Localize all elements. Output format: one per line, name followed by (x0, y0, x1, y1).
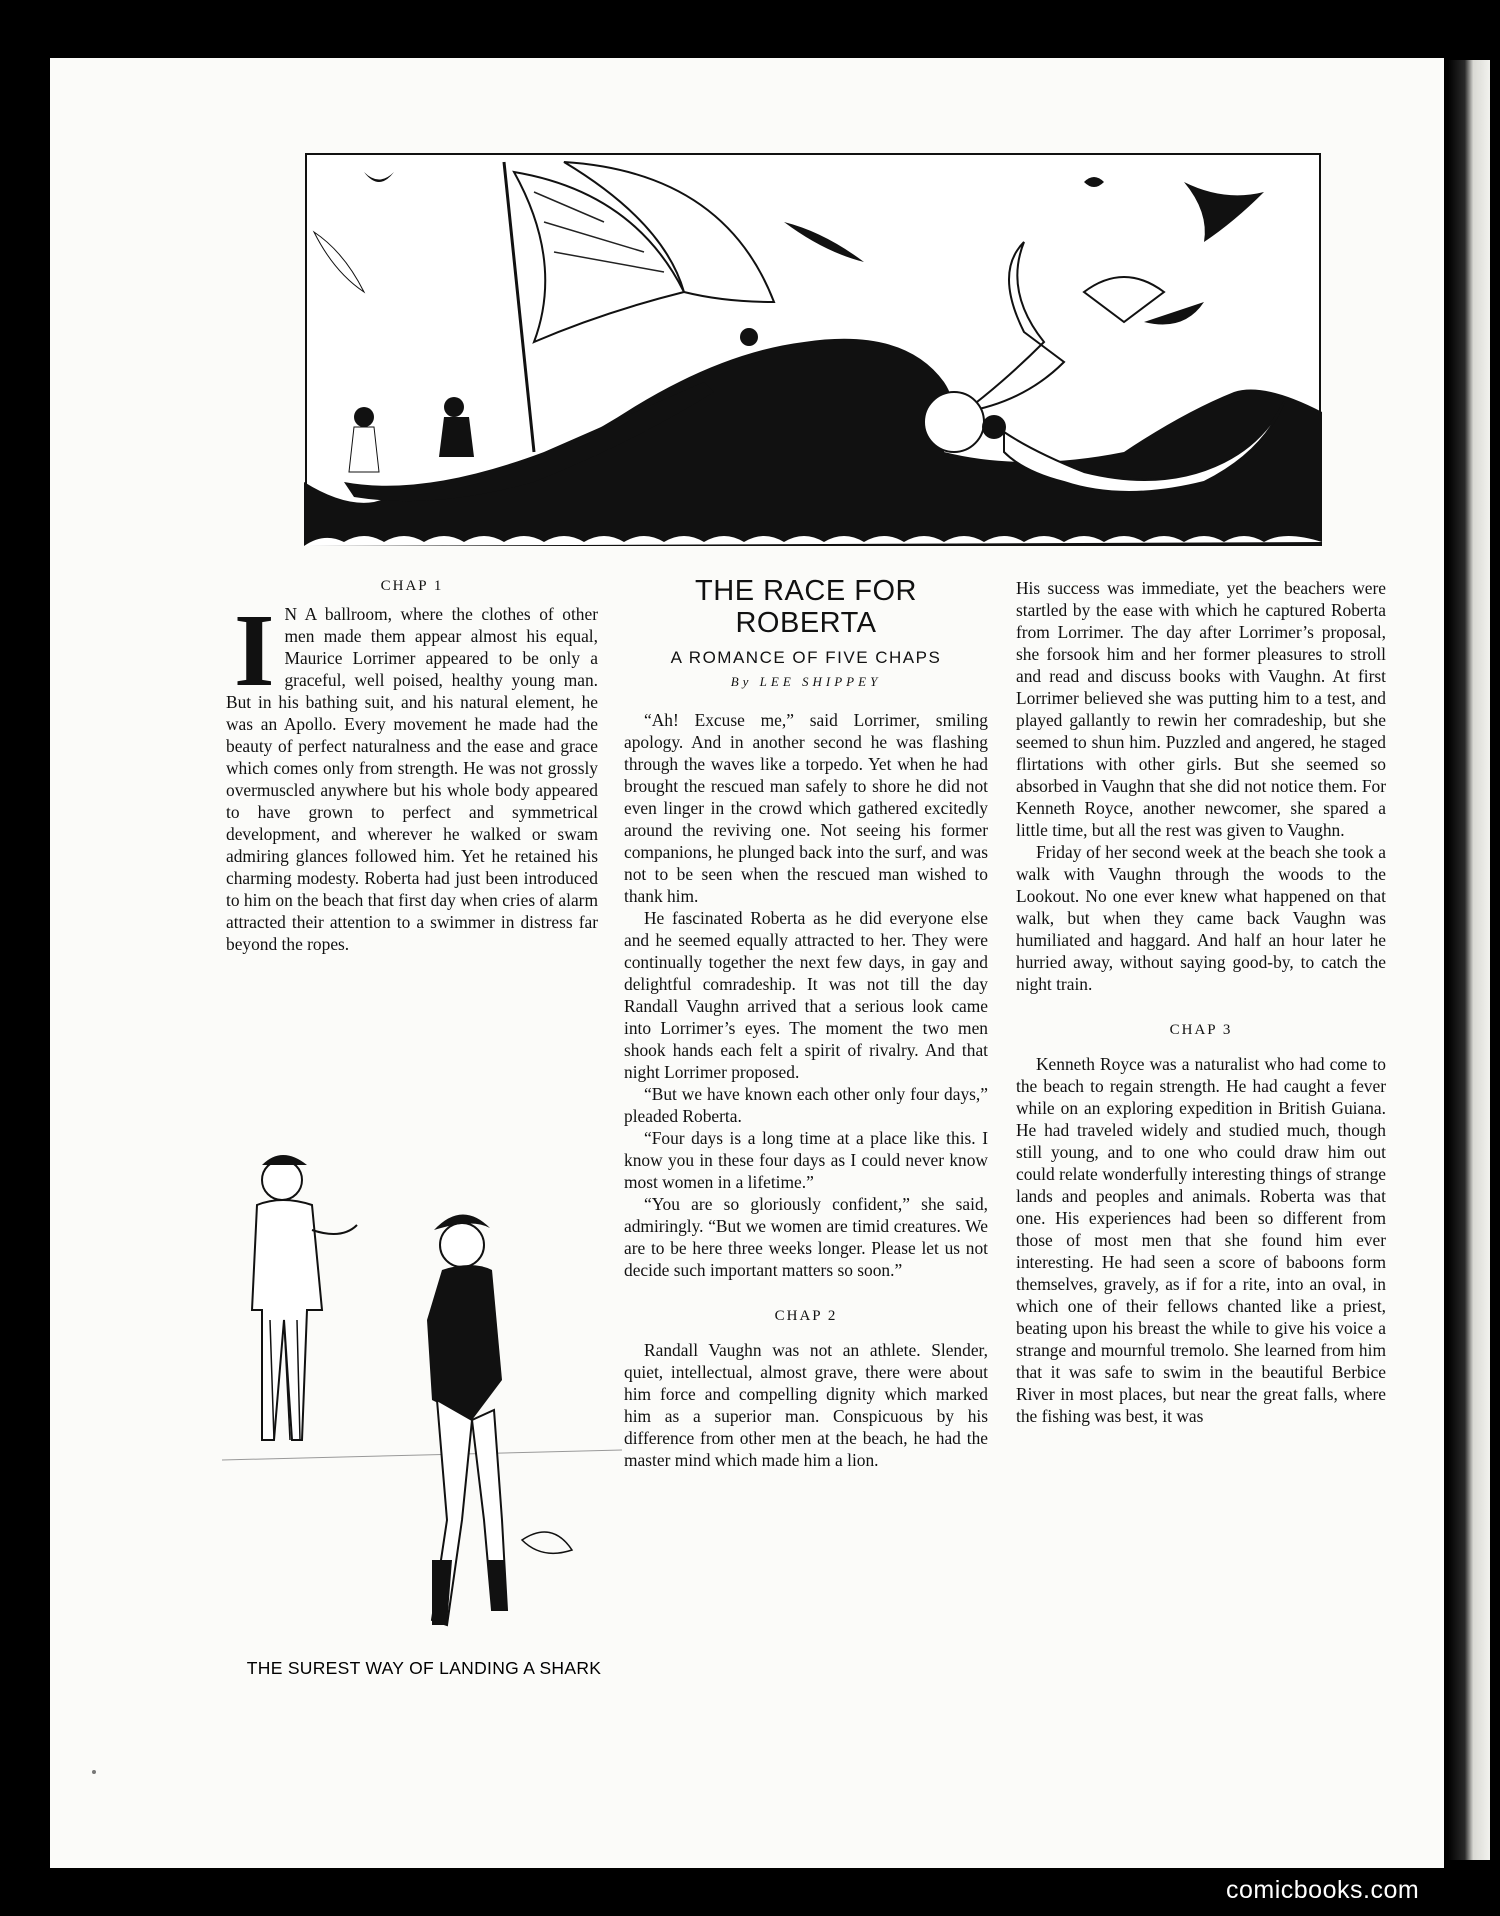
drop-cap: I (234, 593, 275, 708)
shark-illustration (222, 1120, 622, 1650)
article-byline: By LEE SHIPPEY (730, 674, 882, 689)
article-subtitle: A ROMANCE OF FIVE CHAPS (670, 648, 942, 667)
paragraph: Kenneth Royce was a naturalist who had come to the beach to regain strength. He had caught a fever while on an exploring expedition in British Guiana. He had traveled widely and studied much, though still young, and to one who could draw him out could relate wonderfully interesting things of strange lands and peoples and animals. Roberta was that one. His experiences had been so different from those of most men that she found him ever interesting. He had seen a score of baboons form themselves, gravely, as if for a rite, into an oval, in which one of their fellows chanted like a priest, beating upon his breast the while to give his voice a strange and mournful tremolo. She learned from him that it was safe to swim in the beautiful Berbice River in most places, but near the great falls, where the fishing was best, it was (1016, 1054, 1386, 1426)
paragraph: Randall Vaughn was not an athlete. Slender, quiet, intellectual, almost grave, there were about him force and compelling dignity which marked him as a superior man. Conspicuous by his difference from other men at the beach, he had the master mind which made him a lion. (624, 1340, 988, 1470)
banner-illustration (304, 152, 1322, 546)
chapter-heading: CHAP 3 (1169, 1022, 1233, 1038)
site-watermark: comicbooks.com (1226, 1876, 1420, 1904)
paragraph: “Ah! Excuse me,” said Lorrimer, smiling apology. And in another second he was flashing through the waves like a torpedo. Yet when he had brought the rescued man safely to shore he did not even linger in the crowd which gathered excitedly around the reviving one. Not seeing his former companions, he plunged back into the surf, and was not to be seen when the rescued man wished to thank him. (624, 710, 988, 906)
paragraph: “Four days is a long time at a place like this. I know you in these four days as I could never know most women in a lifetime.” (624, 1128, 988, 1192)
lead-text: N A ballroom, where the clothes of other men made them appear almost his equal, Maurice Lorrimer appeared to be only a graceful, well poised, healthy young man. But in his bathing suit, and his natural element, he was an Apollo. Every movement he made had the beauty of perfect naturalness and the ease and grace which comes only from strength. He was not grossly overmuscled anywhere but his whole body appeared to have grown to perfect and symmetrical development, and wherever he walked or swam admiring glances followed him. Yet he retained his charming modesty. Roberta had just been introduced to him on the beach that first day when cries of alarm attracted their attention to a swimmer in distress far beyond the ropes. (226, 604, 598, 954)
column-3 (1016, 577, 1386, 1427)
column-1 (226, 575, 598, 955)
paragraph: His success was immediate, yet the beachers were startled by the ease with which he captured Roberta from Lorrimer. The day after Lorrimer’s proposal, she forsook him and her former pleasures to stroll and read and discuss books with Vaughn. At first Lorrimer believed she was putting him to a test, and played gallantly to rewin her comradeship, but she seemed to shun him. Puzzled and angered, he staged flirtations with other girls. But she seemed so absorbed in Vaughn that she did not notice them. For Kenneth Royce, another newcomer, she spared a little time, but all the rest was given to Vaughn. (1016, 578, 1386, 840)
chapter-heading: CHAP 2 (774, 1308, 838, 1324)
page-speck (92, 1770, 96, 1774)
paragraph: “You are so gloriously confident,” she said, admiringly. “But we women are timid creatures. We are to be here three weeks longer. Please let us not decide such important matters so soon.” (624, 1194, 988, 1280)
paragraph: He fascinated Roberta as he did everyone else and he seemed equally attracted to her. They were continually together the next few days, in gay and delightful comradeship. It was not till the day Randall Vaughn arrived that a serious look came into Lorrimer’s eyes. The moment the two men shook hands each felt a spirit of rivalry. And that night Lorrimer proposed. (624, 908, 988, 1082)
chapter-heading: CHAP 1 (380, 578, 444, 594)
column-2 (624, 575, 988, 1471)
paragraph (226, 593, 598, 955)
book-gutter (1448, 60, 1490, 1860)
paragraph: Friday of her second week at the beach she took a walk with Vaughn through the woods to the Lookout. No one ever knew what happened on that walk, but when they came back Vaughn was humiliated and haggard. And half an hour later he hurried away, without saying good-by, to catch the night train. (1016, 842, 1386, 994)
article-title: THE RACE FOR ROBERTA (695, 575, 917, 639)
paragraph: “But we have known each other only four days,” pleaded Roberta. (624, 1084, 988, 1126)
illustration-caption: THE SUREST WAY OF LANDING A SHARK (246, 1658, 602, 1678)
